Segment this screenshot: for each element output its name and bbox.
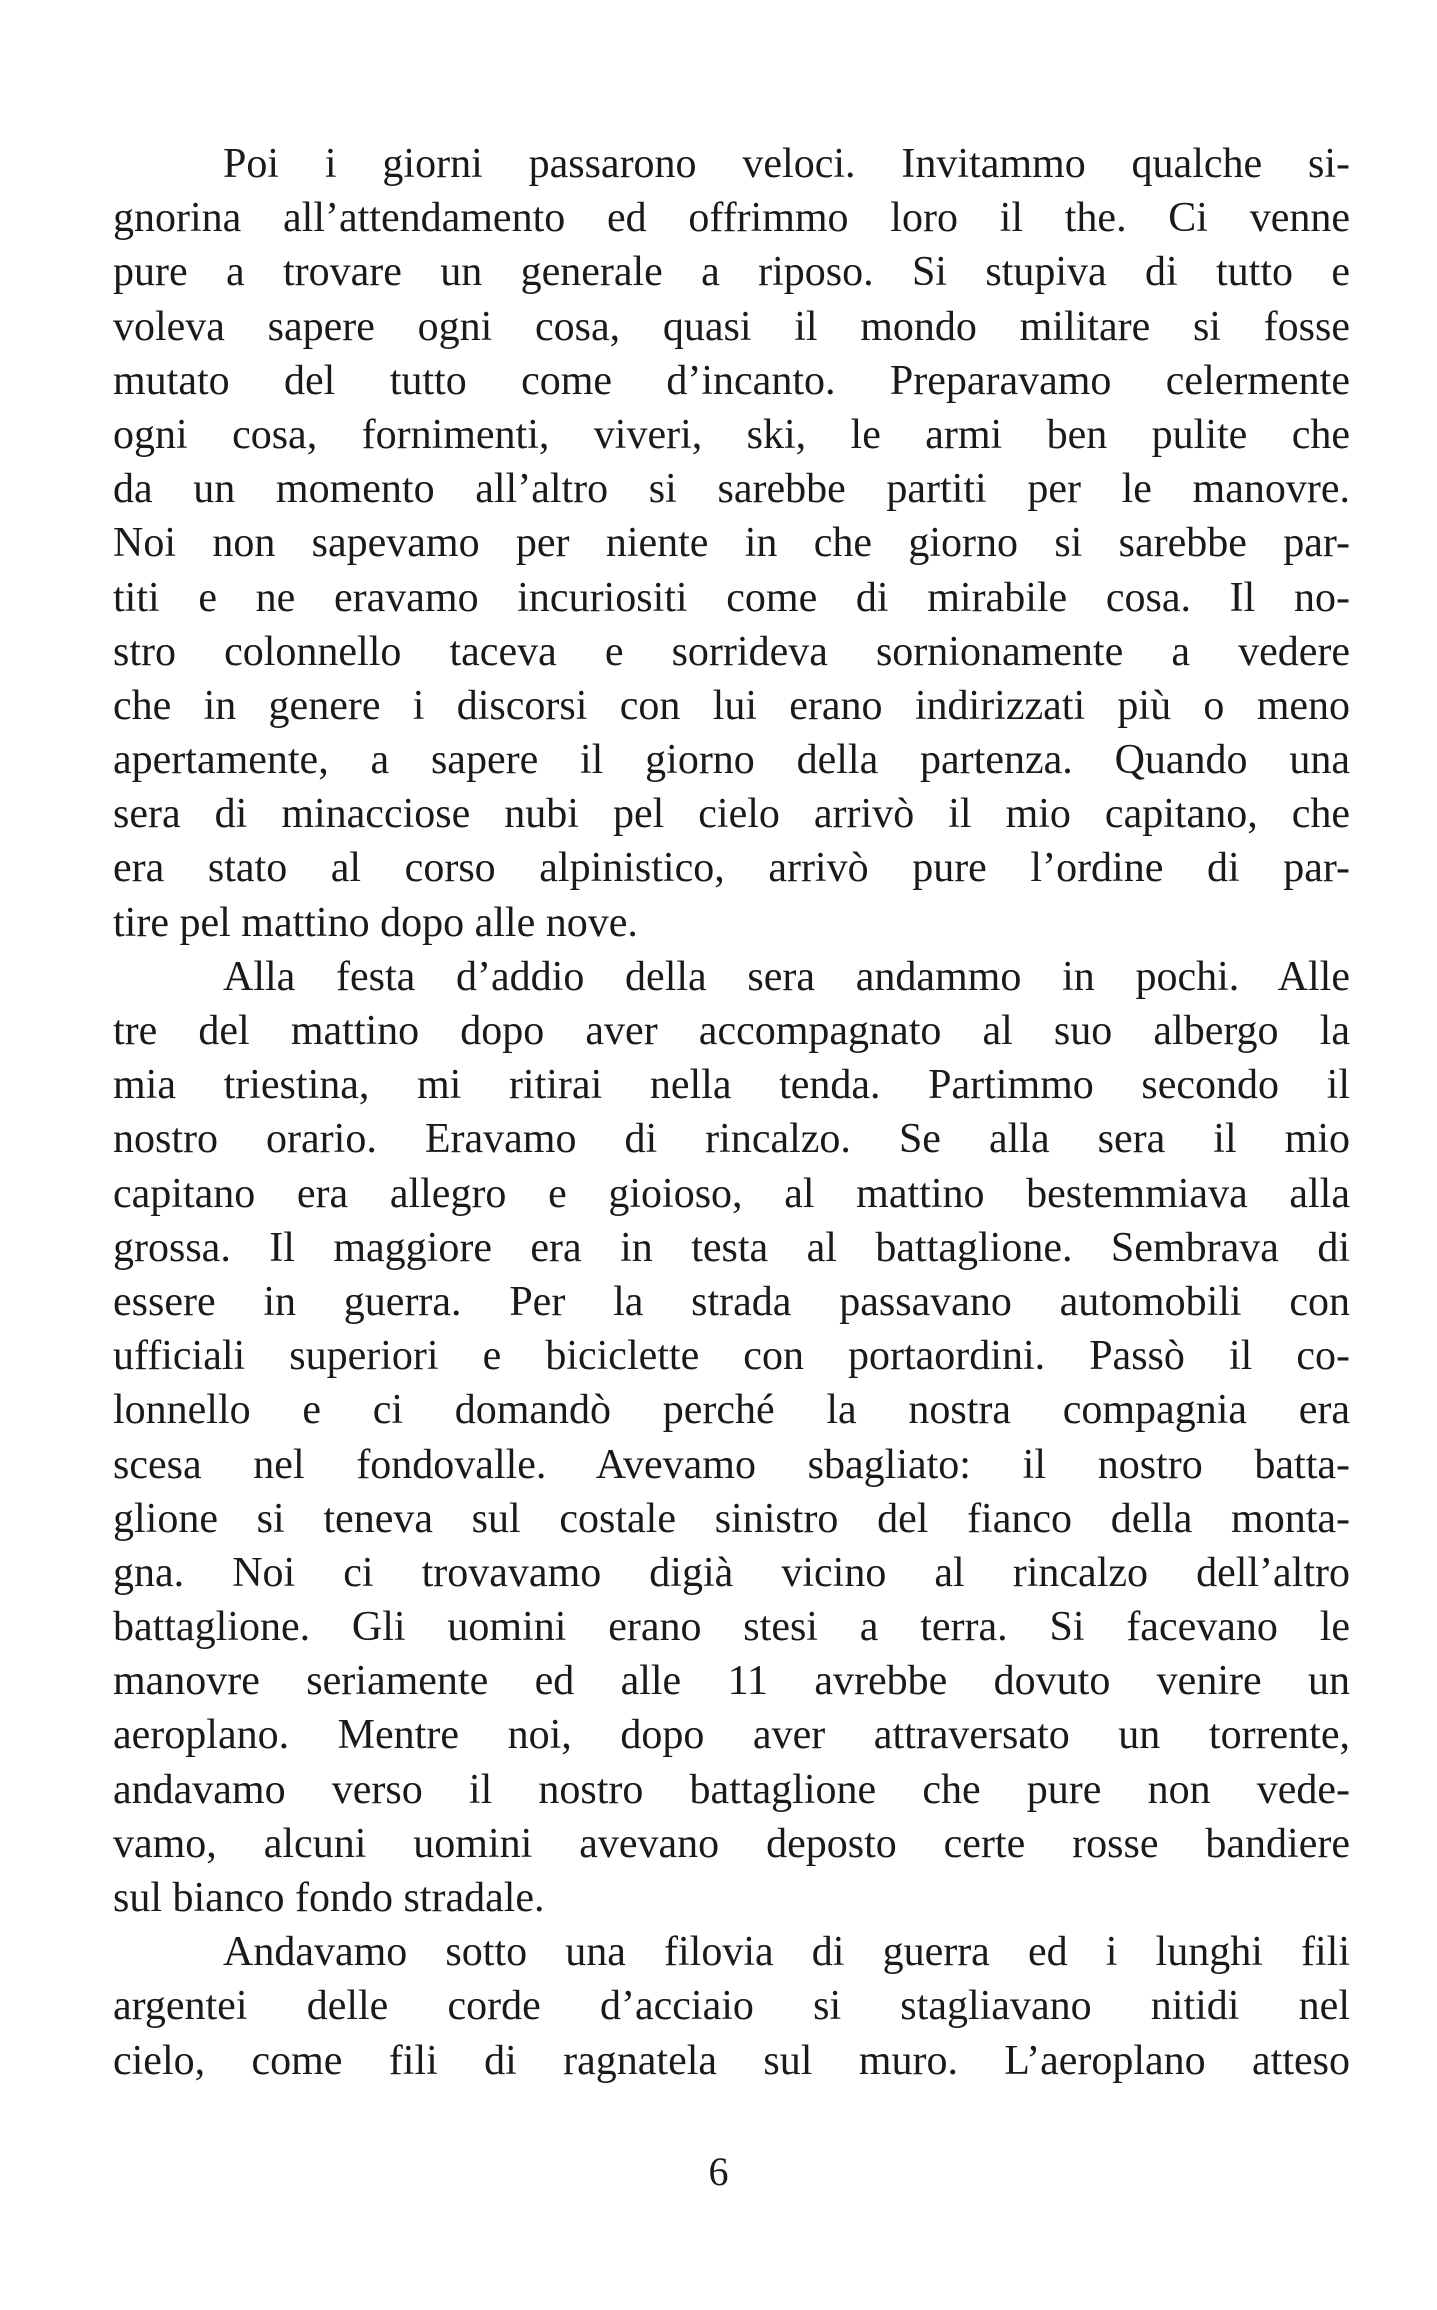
text-line: titi e ne eravamo incuriositi come di mirabile cosa. Il no- <box>113 574 1350 621</box>
text-line: gna. Noi ci trovavamo digià vicino al rincalzo dell’altro <box>113 1549 1350 1596</box>
text-line: battaglione. Gli uomini erano stesi a terra. Si facevano le <box>113 1604 1350 1651</box>
text-line: ogni cosa, fornimenti, viveri, ski, le armi ben pulite che <box>113 411 1350 458</box>
text-line: pure a trovare un generale a riposo. Si stupiva di tutto e <box>113 249 1350 296</box>
text-line: tre del mattino dopo aver accompagnato al suo albergo la <box>113 1008 1350 1054</box>
text-line: vamo, alcuni uomini avevano deposto certe rosse bandiere <box>113 1820 1350 1867</box>
text-line: apertamente, a sapere il giorno della partenza. Quando una <box>113 737 1350 784</box>
text-line: sul bianco fondo stradale. <box>113 1875 545 1921</box>
text-line: Andavamo sotto una filovia di guerra ed i lunghi fili <box>223 1929 1350 1976</box>
text-line: ufficiali superiori e biciclette con portaordini. Passò il co- <box>113 1333 1350 1380</box>
text-line: tire pel mattino dopo alle nove. <box>113 899 638 946</box>
text-line: cielo, come fili di ragnatela sul muro. L’aeroplano atteso <box>113 2037 1350 2084</box>
text-line: aeroplano. Mentre noi, dopo aver attraversato un torrente, <box>113 1712 1350 1759</box>
text-line: glione si teneva sul costale sinistro del fianco della monta- <box>113 1495 1350 1542</box>
body-text <box>113 137 1350 2088</box>
text-line: scesa nel fondovalle. Avevamo sbagliato: il nostro batta- <box>113 1441 1350 1488</box>
text-line: manovre seriamente ed alle 11 avrebbe dovuto venire un <box>113 1658 1350 1705</box>
text-line: capitano era allegro e gioioso, al mattino bestemmiava alla <box>113 1170 1350 1217</box>
text-line: grossa. Il maggiore era in testa al battaglione. Sembrava di <box>113 1224 1350 1271</box>
text-line: Poi i giorni passarono veloci. Invitammo qualche si- <box>223 141 1350 187</box>
text-line: stro colonnello taceva e sorrideva sornionamente a vedere <box>113 628 1350 675</box>
text-line: che in genere i discorsi con lui erano indirizzati più o meno <box>113 682 1350 729</box>
text-line: era stato al corso alpinistico, arrivò pure l’ordine di par- <box>113 845 1350 892</box>
text-line: mutato del tutto come d’incanto. Preparavamo celermente <box>113 357 1350 404</box>
text-line: lonnello e ci domandò perché la nostra compagnia era <box>113 1387 1350 1434</box>
text-line: andavamo verso il nostro battaglione che pure non vede- <box>113 1766 1350 1813</box>
text-line: nostro orario. Eravamo di rincalzo. Se alla sera il mio <box>113 1116 1350 1163</box>
text-line: Noi non sapevamo per niente in che giorno si sarebbe par- <box>113 520 1350 567</box>
text-line: gnorina all’attendamento ed offrimmo loro il the. Ci venne <box>113 195 1350 242</box>
text-line: mia triestina, mi ritirai nella tenda. Partimmo secondo il <box>113 1062 1350 1109</box>
text-line: voleva sapere ogni cosa, quasi il mondo militare si fosse <box>113 303 1350 350</box>
text-line: da un momento all’altro si sarebbe partiti per le manovre. <box>113 466 1350 513</box>
text-line: Alla festa d’addio della sera andammo in pochi. Alle <box>223 953 1350 1000</box>
text-line: essere in guerra. Per la strada passavano automobili con <box>113 1278 1350 1325</box>
text-line: argentei delle corde d’acciaio si stagliavano nitidi nel <box>113 1983 1350 2030</box>
text-line: sera di minacciose nubi pel cielo arrivò il mio capitano, che <box>113 791 1350 838</box>
page-number: 6 <box>708 2149 729 2194</box>
